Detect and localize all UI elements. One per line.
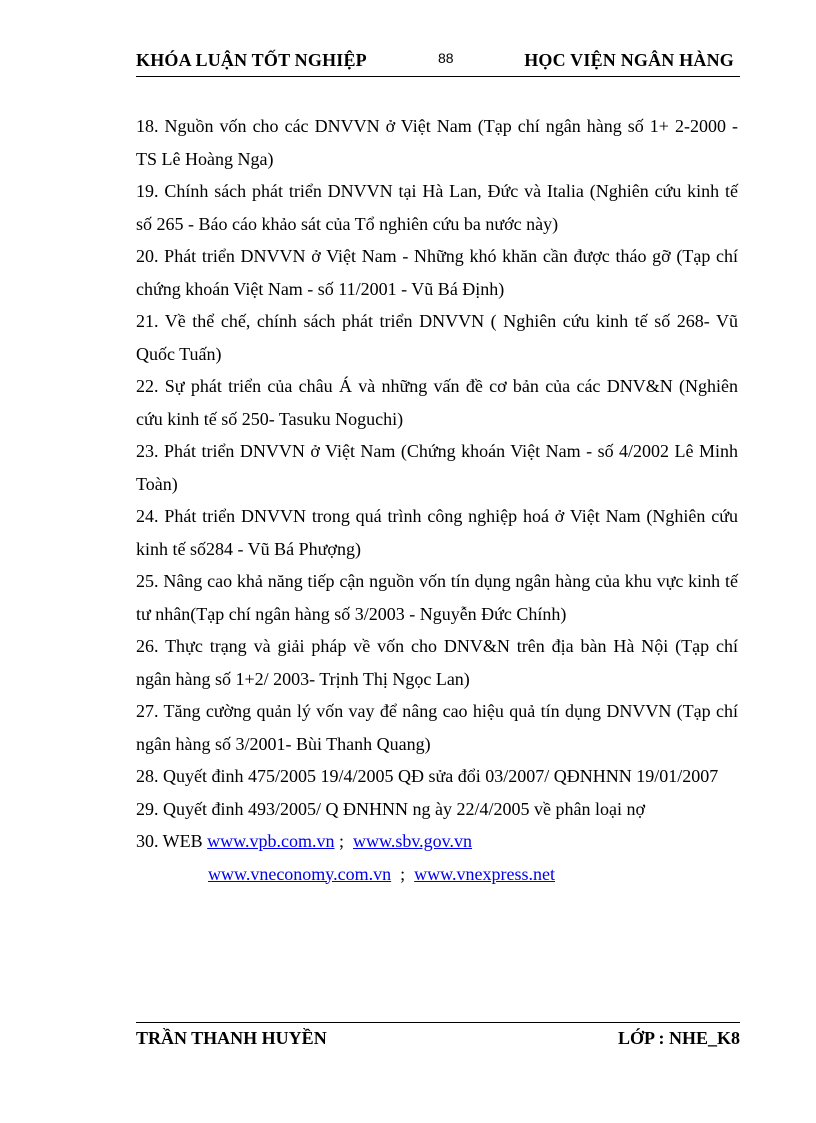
page-number: 88 (438, 50, 454, 66)
link-vpb[interactable]: www.vpb.com.vn (207, 831, 335, 851)
reference-item-24: 24. Phát triển DNVVN trong quá trình công nghiệp hoá ở Việt Nam (Nghiên cứu kinh tế số284 - Vũ Bá Phượng) (136, 506, 738, 559)
link-separator: ; (339, 831, 345, 851)
reference-item-25: 25. Nâng cao khả năng tiếp cận nguồn vốn tín dụng ngân hàng của khu vực kinh tế tư nhân(Tạp chí ngân hàng số 3/2003 - Nguyễn Đức Chính) (136, 571, 738, 624)
reference-item-29: 29. Quyết đinh 493/2005/ Q ĐNHNN ng ày 22/4/2005 về phân loại nợ (136, 798, 645, 819)
reference-item-19: 19. Chính sách phát triển DNVVN tại Hà Lan, Đức và Italia (Nghiên cứu kinh tế số 265 - Báo cáo khảo sát của Tổ nghiên cứu ba nước này) (136, 181, 738, 234)
web-prefix: 30. WEB (136, 831, 203, 851)
reference-item-21: 21. Về thể chế, chính sách phát triển DNVVN ( Nghiên cứu kinh tế số 268- Vũ Quốc Tuấn) (136, 311, 738, 364)
footer-divider (136, 1022, 740, 1023)
reference-item-20: 20. Phát triển DNVVN ở Việt Nam - Những khó khăn cần được tháo gỡ (Tạp chí chứng khoán Việt Nam - số 11/2001 - Vũ Bá Định) (136, 246, 738, 299)
reference-item-30-web-continued (136, 858, 738, 891)
footer-class: LỚP : NHE_K8 (617, 1028, 740, 1048)
reference-item-22: 22. Sự phát triển của châu Á và những vấn đề cơ bản của các DNV&N (Nghiên cứu kinh tế số 250- Tasuku Noguchi) (136, 376, 738, 429)
reference-item-23: 23. Phát triển DNVVN ở Việt Nam (Chứng khoán Việt Nam - số 4/2002 Lê Minh Toàn) (136, 441, 738, 494)
reference-item-26: 26. Thực trạng và giải pháp về vốn cho DNV&N trên địa bàn Hà Nội (Tạp chí ngân hàng số 1+2/ 2003- Trịnh Thị Ngọc Lan) (136, 636, 738, 689)
reference-item-18: 18. Nguồn vốn cho các DNVVN ở Việt Nam (Tạp chí ngân hàng số 1+ 2-2000 - TS Lê Hoàng Nga) (136, 116, 738, 169)
reference-list (136, 110, 738, 890)
page-footer (136, 1028, 740, 1052)
header-divider (136, 76, 740, 77)
page-header (136, 46, 740, 76)
reference-item-30-web (136, 825, 738, 858)
link-vneconomy[interactable]: www.vneconomy.com.vn (208, 863, 392, 884)
reference-item-27: 27. Tăng cường quản lý vốn vay để nâng cao hiệu quả tín dụng DNVVN (Tạp chí ngân hàng số 3/2001- Bùi Thanh Quang) (136, 701, 738, 754)
reference-item-28: 28. Quyết đinh 475/2005 19/4/2005 QĐ sửa đổi 03/2007/ QĐNHNN 19/01/2007 (136, 766, 719, 786)
link-sbv[interactable]: www.sbv.gov.vn (353, 831, 473, 851)
footer-author: TRẦN THANH HUYỀN (136, 1028, 327, 1048)
header-institution: HỌC VIỆN NGÂN HÀNG (524, 50, 734, 70)
link-vnexpress[interactable]: www.vnexpress.net (414, 863, 555, 884)
header-thesis-title: KHÓA LUẬN TỐT NGHIỆP (136, 50, 367, 70)
link-separator: ; (400, 863, 406, 884)
